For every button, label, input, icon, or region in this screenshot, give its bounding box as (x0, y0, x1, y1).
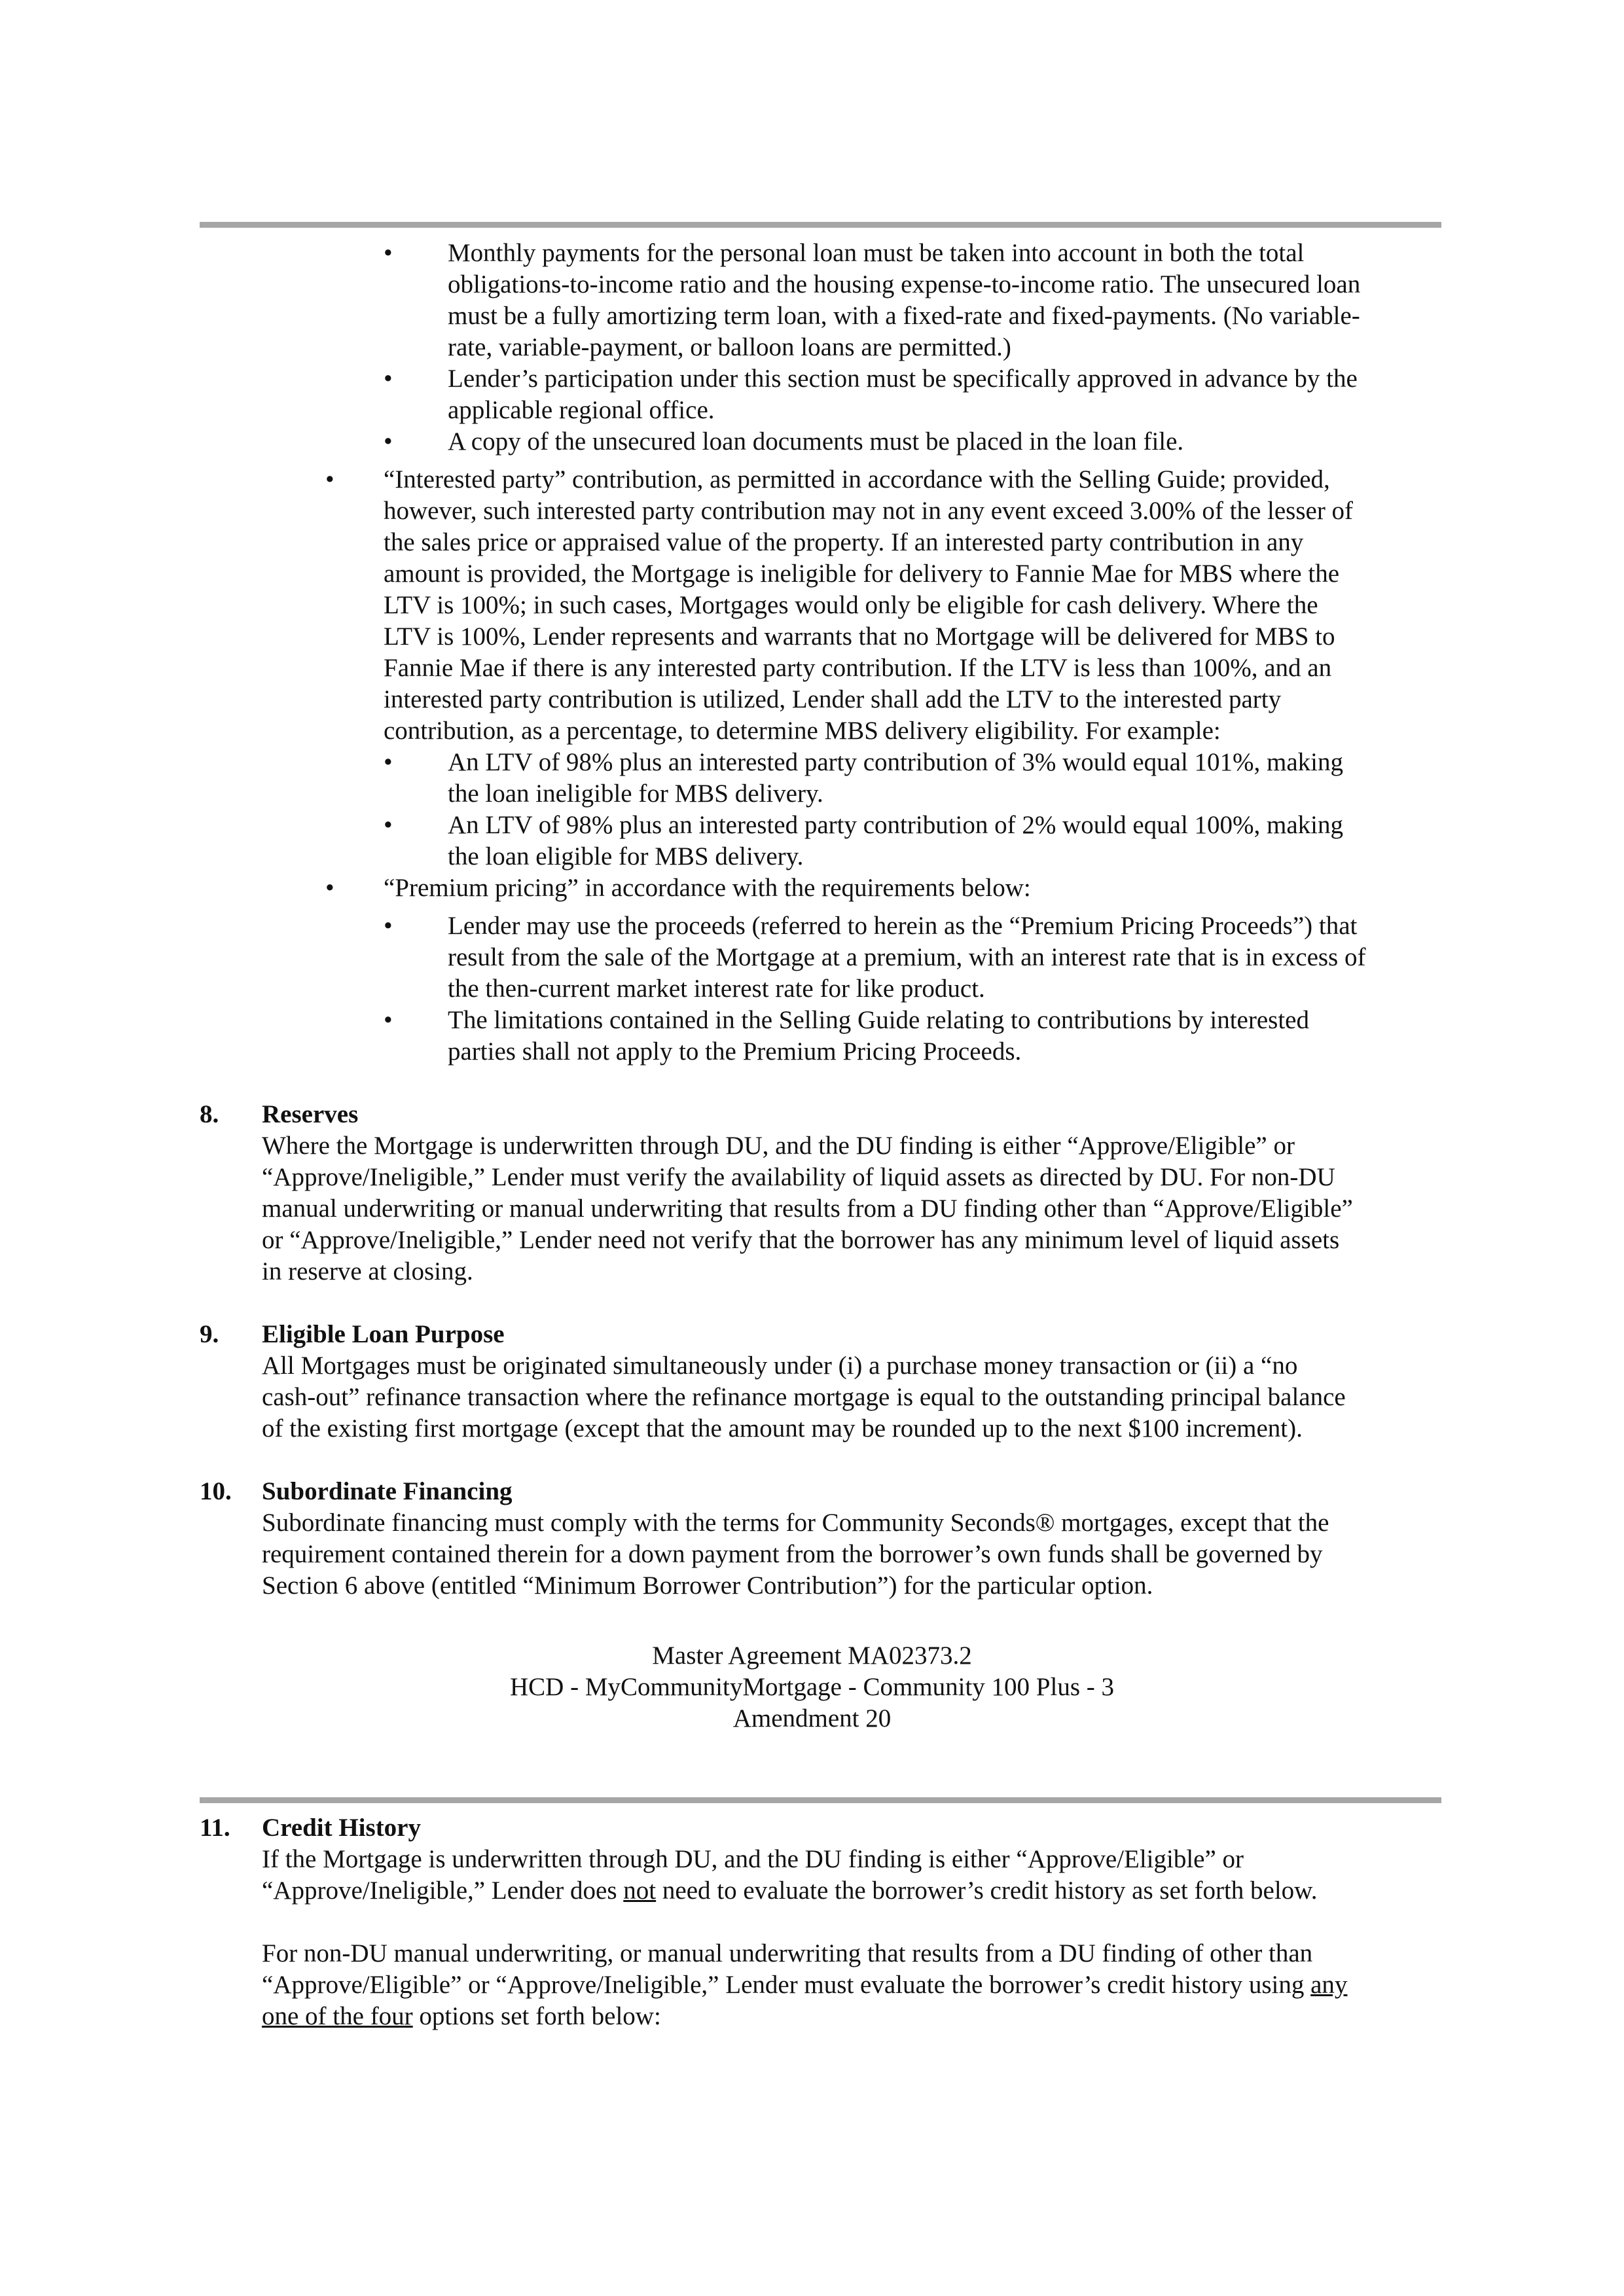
page-break-rule (200, 1797, 1441, 1803)
footer-program-name: HCD - MyCommunityMortgage - Community 100 Plus - 3 (509, 1673, 1114, 1701)
text-line: in reserve at closing. (262, 1257, 473, 1285)
text-line: Fannie Mae if there is any interested party contribution. If the LTV is less than 100%, and an (384, 654, 1332, 682)
text-line: must be a fully amortizing term loan, with a fixed-rate and fixed-payments. (No variable- (448, 302, 1360, 330)
text-line: LTV is 100%, Lender represents and warrants that no Mortgage will be delivered for MBS to (384, 622, 1335, 651)
text-line: applicable regional office. (448, 396, 715, 424)
text-line: Where the Mortgage is underwritten through DU, and the DU finding is either “Approve/Eligible” or (262, 1132, 1295, 1160)
text-line: “Approve/Ineligible,” Lender must verify the availability of liquid assets as directed by DU. For non-DU (262, 1163, 1335, 1191)
text-line: amount is provided, the Mortgage is ineligible for delivery to Fannie Mae for MBS where the (384, 560, 1340, 588)
text-line: LTV is 100%; in such cases, Mortgages would only be eligible for cash delivery. Where the (384, 591, 1318, 619)
text-line: contribution, as a percentage, to determine MBS delivery eligibility. For example: (384, 717, 1221, 745)
bullet-glyph: • (384, 427, 393, 456)
underlined-text: any (1310, 1971, 1348, 1999)
section-number: 9. (200, 1320, 219, 1348)
text-line: parties shall not apply to the Premium Pricing Proceeds. (448, 1037, 1022, 1066)
page-top-rule (200, 222, 1441, 228)
text-line: of the existing first mortgage (except that the amount may be rounded up to the next $100 increment). (262, 1414, 1303, 1443)
text-line: “Premium pricing” in accordance with the requirements below: (384, 874, 1031, 902)
section-title: Subordinate Financing (262, 1477, 513, 1505)
text-line: interested party contribution is utilized, Lender shall add the LTV to the interested party (384, 685, 1282, 713)
bullet-glyph: • (384, 365, 393, 393)
bullet-glyph: • (325, 465, 334, 493)
bullet-glyph: • (325, 874, 334, 902)
text-segment: options set forth below: (412, 2002, 661, 2030)
text-line: Monthly payments for the personal loan must be taken into account in both the total (448, 239, 1305, 267)
section-title: Eligible Loan Purpose (262, 1320, 505, 1348)
text-line: Section 6 above (entitled “Minimum Borrower Contribution”) for the particular option. (262, 1571, 1153, 1600)
text-line: An LTV of 98% plus an interested party contribution of 2% would equal 100%, making (448, 811, 1344, 839)
text-line: the loan ineligible for MBS delivery. (448, 780, 823, 808)
text-line: If the Mortgage is underwritten through DU, and the DU finding is either “Approve/Eligible” or (262, 1845, 1244, 1873)
text-line: rate, variable-payment, or balloon loans are permitted.) (448, 333, 1011, 361)
text-line: Subordinate financing must comply with the terms for Community Seconds® mortgages, except that the (262, 1509, 1329, 1537)
bullet-glyph: • (384, 912, 393, 940)
text-line: requirement contained therein for a down payment from the borrower’s own funds shall be governed by (262, 1540, 1323, 1568)
underlined-text: one of the four (262, 2002, 413, 2030)
text-segment: “Approve/Eligible” or “Approve/Ineligible,” Lender must evaluate the borrower’s credit history using (262, 1971, 1311, 1999)
text-line: “Interested party” contribution, as permitted in accordance with the Selling Guide; provided, (384, 465, 1330, 493)
text-line (262, 2003, 661, 2029)
section-title: Reserves (262, 1100, 359, 1128)
text-line: Lender may use the proceeds (referred to herein as the “Premium Pricing Proceeds”) that (448, 912, 1358, 940)
text-line: Lender’s participation under this section must be specifically approved in advance by the (448, 365, 1358, 393)
text-line: manual underwriting or manual underwriting that results from a DU finding other than “Approve/Eligible” (262, 1194, 1353, 1223)
text-line: or “Approve/Ineligible,” Lender need not verify that the borrower has any minimum level of liquid assets (262, 1226, 1340, 1254)
text-line (262, 1972, 1347, 1998)
section-title: Credit History (262, 1814, 421, 1842)
text-line: the loan eligible for MBS delivery. (448, 842, 804, 870)
section-number: 10. (200, 1477, 232, 1505)
text-line: For non-DU manual underwriting, or manual underwriting that results from a DU finding of other than (262, 1939, 1313, 1967)
text-segment: “Approve/Ineligible,” Lender does (262, 1876, 624, 1905)
bullet-glyph: • (384, 1006, 393, 1034)
text-line: obligations-to-income ratio and the housing expense-to-income ratio. The unsecured loan (448, 270, 1361, 298)
section-number: 11. (200, 1814, 230, 1842)
text-line: All Mortgages must be originated simultaneously under (i) a purchase money transaction or (ii) a “no (262, 1352, 1298, 1380)
text-line: the then-current market interest rate for like product. (448, 975, 985, 1003)
text-line: The limitations contained in the Selling Guide relating to contributions by interested (448, 1006, 1309, 1034)
text-line: An LTV of 98% plus an interested party contribution of 3% would equal 101%, making (448, 748, 1344, 776)
section-number: 8. (200, 1100, 219, 1128)
text-line (262, 1878, 1318, 1903)
text-segment: need to evaluate the borrower’s credit history as set forth below. (656, 1876, 1318, 1905)
text-line: the sales price or appraised value of the property. If an interested party contribution in any (384, 528, 1304, 556)
text-line: result from the sale of the Mortgage at a premium, with an interest rate that is in excess of (448, 943, 1366, 971)
text-line: A copy of the unsecured loan documents must be placed in the loan file. (448, 427, 1184, 456)
bullet-glyph: • (384, 239, 393, 267)
footer-amendment: Amendment 20 (732, 1704, 892, 1732)
bullet-glyph: • (384, 811, 393, 839)
text-line: however, such interested party contribution may not in any event exceed 3.00% of the lesser of (384, 497, 1354, 525)
text-line: cash-out” refinance transaction where the refinance mortgage is equal to the outstanding principal balance (262, 1383, 1346, 1411)
bullet-glyph: • (384, 748, 393, 776)
underlined-text: not (623, 1876, 657, 1905)
footer-agreement-number: Master Agreement MA02373.2 (652, 1641, 972, 1670)
